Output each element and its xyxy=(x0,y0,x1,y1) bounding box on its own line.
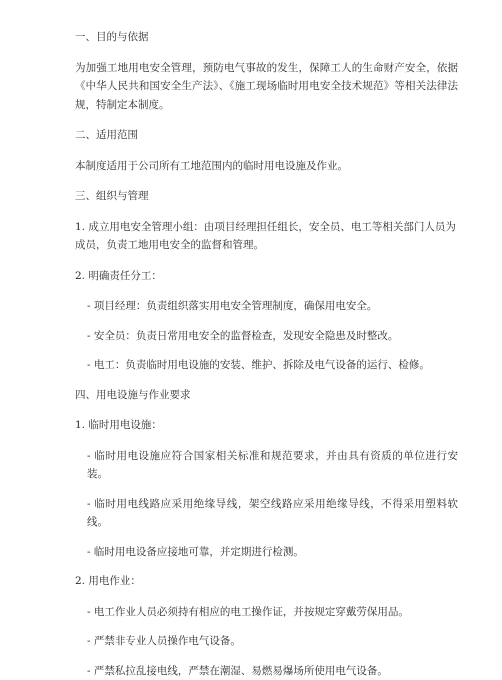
section-4-item-1-sub-2: - 临时用电线路应采用绝缘导线，架空线路应采用绝缘导线，不得采用塑料软线。 xyxy=(75,495,458,532)
section-4-item-1-sub-1: - 临时用电设施应符合国家相关标准和规范要求，并由具有资质的单位进行安装。 xyxy=(75,447,458,484)
section-2-title: 二、适用范围 xyxy=(75,126,458,145)
section-1-text: 为加强工地用电安全管理，预防电气事故的发生，保障工人的生命财产安全，依据《中华人民共和国安全生产法》、《施工现场临时用电安全技术规范》等相关法律法规，特制定本制度。 xyxy=(75,59,458,115)
section-3-item-2-sub-1: - 项目经理：负责组织落实用电安全管理制度，确保用电安全。 xyxy=(75,297,458,316)
section-3-item-2-sub-2: - 安全员：负责日常用电安全的监督检查，发现安全隐患及时整改。 xyxy=(75,327,458,346)
section-3-item-2: 2. 明确责任分工： xyxy=(75,267,458,286)
section-3-item-1: 1. 成立用电安全管理小组：由项目经理担任组长，安全员、电工等相关部门人员为成员，负责工地用电安全的监督和管理。 xyxy=(75,218,458,255)
section-4-item-2: 2. 用电作业： xyxy=(75,572,458,591)
section-3-item-2-sub-3: - 电工：负责临时用电设施的安装、维护、拆除及电气设备的运行、检修。 xyxy=(75,356,458,375)
section-4-item-1-sub-3: - 临时用电设备应接地可靠，并定期进行检测。 xyxy=(75,543,458,562)
section-4-item-2-sub-3: - 严禁私拉乱接电线，严禁在潮湿、易燃易爆场所使用电气设备。 xyxy=(75,662,458,680)
section-4-title: 四、用电设施与作业要求 xyxy=(75,386,458,405)
section-1-title: 一、目的与依据 xyxy=(75,28,458,47)
section-4-item-2-sub-1: - 电工作业人员必须持有相应的电工操作证，并按规定穿戴劳保用品。 xyxy=(75,603,458,622)
section-3-title: 三、组织与管理 xyxy=(75,187,458,206)
section-4-item-1: 1. 临时用电设施： xyxy=(75,416,458,435)
section-2-text: 本制度适用于公司所有工地范围内的临时用电设施及作业。 xyxy=(75,157,458,176)
section-4-item-2-sub-2: - 严禁非专业人员操作电气设备。 xyxy=(75,632,458,651)
